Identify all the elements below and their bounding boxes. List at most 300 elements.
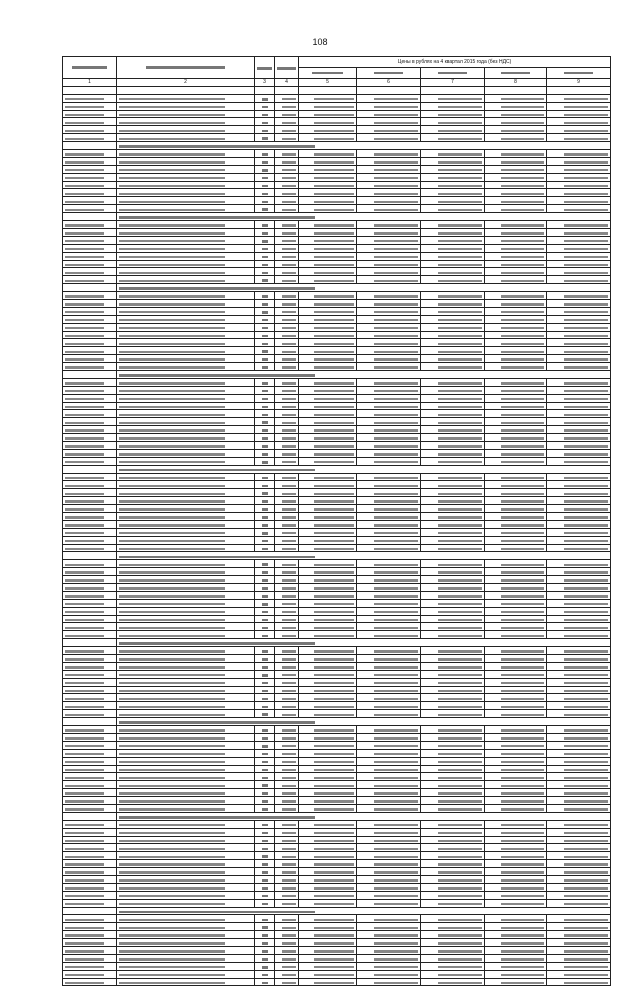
placeholder-text (119, 437, 225, 439)
placeholder-text (262, 437, 268, 440)
placeholder-text (501, 106, 544, 108)
table-cell (547, 599, 611, 607)
placeholder-text (374, 414, 418, 416)
placeholder-text (438, 532, 482, 534)
placeholder-text (564, 398, 608, 400)
placeholder-text (438, 792, 482, 794)
placeholder-text (374, 895, 418, 897)
table-cell (357, 299, 421, 307)
placeholder-text (501, 319, 544, 321)
placeholder-text (501, 209, 544, 211)
placeholder-text (501, 232, 544, 234)
table-cell (547, 315, 611, 323)
table-cell (255, 820, 275, 828)
placeholder-text (65, 587, 104, 589)
table-cell (255, 891, 275, 899)
placeholder-text (501, 729, 544, 731)
placeholder-text (65, 106, 104, 108)
table-cell (421, 584, 485, 592)
placeholder-text (65, 256, 104, 258)
table-cell (421, 820, 485, 828)
placeholder-text (501, 627, 544, 629)
placeholder-text (438, 343, 482, 345)
placeholder-text (262, 248, 268, 251)
placeholder-text (119, 674, 225, 676)
placeholder-text (282, 130, 296, 132)
table-cell (357, 860, 421, 868)
table-cell (421, 505, 485, 513)
placeholder-text (65, 927, 104, 929)
placeholder-text (314, 453, 354, 455)
placeholder-text (119, 295, 225, 297)
placeholder-text (119, 745, 225, 747)
placeholder-text (438, 422, 482, 424)
table-cell (275, 378, 299, 386)
placeholder-text (262, 627, 268, 630)
table-cell (547, 860, 611, 868)
table-row (63, 505, 611, 513)
table-cell (255, 331, 275, 339)
placeholder-text (438, 295, 482, 297)
placeholder-text (501, 603, 544, 605)
table-cell (275, 165, 299, 173)
placeholder-text (119, 579, 225, 581)
table-cell (275, 970, 299, 978)
table-cell (357, 631, 421, 639)
table-row (63, 899, 611, 907)
placeholder-text (314, 201, 354, 203)
table-cell (275, 686, 299, 694)
table-cell (117, 875, 255, 883)
table-cell (63, 875, 117, 883)
placeholder-text (282, 366, 296, 368)
table-cell (485, 426, 547, 434)
table-cell (275, 860, 299, 868)
table-cell (275, 662, 299, 670)
table-cell (275, 544, 299, 552)
table-cell (421, 347, 485, 355)
placeholder-text (262, 366, 268, 369)
table-cell (299, 662, 357, 670)
table-cell (255, 741, 275, 749)
table-cell (63, 733, 117, 741)
table-cell (357, 165, 421, 173)
table-cell (275, 410, 299, 418)
table-cell (547, 157, 611, 165)
placeholder-text (501, 153, 544, 155)
table-cell (485, 347, 547, 355)
placeholder-text (262, 272, 268, 275)
table-cell (255, 473, 275, 481)
table-cell (299, 678, 357, 686)
table-cell (63, 386, 117, 394)
placeholder-text (65, 130, 104, 132)
placeholder-text (282, 769, 296, 771)
table-cell (421, 781, 485, 789)
table-cell (485, 292, 547, 300)
table-cell (547, 402, 611, 410)
placeholder-text (501, 706, 544, 708)
placeholder-text (314, 319, 354, 321)
section-label-cell (117, 213, 611, 221)
placeholder-text (119, 469, 315, 472)
placeholder-text (438, 508, 482, 510)
placeholder-text (501, 682, 544, 684)
placeholder-text (262, 224, 268, 227)
table-row (63, 781, 611, 789)
placeholder-text (119, 374, 315, 377)
table-row (63, 276, 611, 284)
placeholder-text (438, 201, 482, 203)
table-cell (117, 536, 255, 544)
table-cell (485, 568, 547, 576)
placeholder-text (119, 138, 225, 140)
placeholder-text (262, 327, 268, 330)
placeholder-text (119, 706, 225, 708)
table-cell (357, 662, 421, 670)
table-cell (63, 868, 117, 876)
table-cell (255, 457, 275, 465)
table-cell (547, 749, 611, 757)
subheader-cell (357, 68, 421, 79)
placeholder-text (501, 927, 544, 929)
table-cell (421, 860, 485, 868)
placeholder-text (65, 122, 104, 124)
placeholder-text (374, 548, 418, 550)
table-cell (275, 726, 299, 734)
table-cell (117, 434, 255, 442)
table-cell (421, 118, 485, 126)
table-cell (117, 252, 255, 260)
placeholder-text (501, 437, 544, 439)
table-cell (117, 655, 255, 663)
table-cell (357, 221, 421, 229)
table-cell (255, 915, 275, 923)
table-cell (117, 292, 255, 300)
table-cell (299, 623, 357, 631)
table-cell (299, 378, 357, 386)
placeholder-text (501, 280, 544, 282)
table-cell (117, 828, 255, 836)
placeholder-text (262, 477, 268, 480)
placeholder-text (262, 926, 268, 929)
table-cell (421, 702, 485, 710)
placeholder-text (564, 934, 608, 936)
table-cell (299, 197, 357, 205)
placeholder-text (501, 264, 544, 266)
placeholder-text (501, 950, 544, 952)
table-cell (421, 378, 485, 386)
placeholder-text (65, 714, 104, 716)
section-cell (63, 142, 117, 150)
placeholder-text (65, 422, 104, 424)
placeholder-text (314, 114, 354, 116)
placeholder-text (438, 461, 482, 463)
table-cell (357, 804, 421, 812)
placeholder-text (314, 895, 354, 897)
table-cell (357, 394, 421, 402)
table-cell (63, 473, 117, 481)
table-cell (63, 441, 117, 449)
table-cell (547, 252, 611, 260)
placeholder-text (501, 824, 544, 826)
placeholder-text (438, 453, 482, 455)
table-cell (255, 726, 275, 734)
placeholder-text (65, 358, 104, 360)
table-row (63, 126, 611, 134)
placeholder-text (564, 927, 608, 929)
table-cell (547, 165, 611, 173)
placeholder-text (65, 737, 104, 739)
placeholder-text (438, 887, 482, 889)
placeholder-text (262, 398, 268, 401)
table-cell (117, 820, 255, 828)
table-cell (547, 449, 611, 457)
table-cell (275, 923, 299, 931)
placeholder-text (438, 256, 482, 258)
placeholder-text (564, 500, 608, 502)
placeholder-text (65, 840, 104, 842)
table-cell (421, 292, 485, 300)
placeholder-text (501, 201, 544, 203)
placeholder-text (65, 919, 104, 921)
placeholder-text (438, 682, 482, 684)
table-cell (117, 607, 255, 615)
placeholder-text (262, 698, 268, 701)
table-cell (357, 134, 421, 142)
placeholder-text (119, 635, 225, 637)
table-row (63, 418, 611, 426)
placeholder-text (65, 138, 104, 140)
placeholder-text (314, 398, 354, 400)
table-cell (485, 631, 547, 639)
section-label-cell (117, 142, 611, 150)
placeholder-text (438, 942, 482, 944)
table-cell (485, 536, 547, 544)
placeholder-text (119, 98, 225, 100)
table-cell (117, 489, 255, 497)
table-cell (255, 323, 275, 331)
table-cell (547, 520, 611, 528)
placeholder-text (119, 848, 225, 850)
table-cell (63, 560, 117, 568)
placeholder-text (119, 571, 225, 573)
table-cell (485, 126, 547, 134)
placeholder-text (65, 887, 104, 889)
table-cell (547, 386, 611, 394)
table-cell (275, 765, 299, 773)
table-cell (299, 102, 357, 110)
placeholder-text (282, 698, 296, 700)
table-cell (275, 299, 299, 307)
placeholder-text (262, 887, 268, 890)
placeholder-text (119, 540, 225, 542)
table-cell (275, 307, 299, 315)
table-cell (299, 402, 357, 410)
table-cell (275, 363, 299, 371)
table-cell (275, 741, 299, 749)
table-cell (421, 94, 485, 102)
table-cell (117, 244, 255, 252)
placeholder-text (438, 674, 482, 676)
placeholder-text (564, 674, 608, 676)
table-cell (117, 378, 255, 386)
placeholder-text (438, 595, 482, 597)
table-cell (299, 686, 357, 694)
placeholder-text (282, 737, 296, 739)
table-row (63, 962, 611, 970)
table-cell (275, 584, 299, 592)
placeholder-text (262, 358, 268, 361)
table-cell (255, 694, 275, 702)
table-cell (275, 702, 299, 710)
table-cell (255, 252, 275, 260)
placeholder-text (438, 706, 482, 708)
table-cell (357, 386, 421, 394)
table-cell (299, 497, 357, 505)
placeholder-text (438, 934, 482, 936)
table-cell (117, 868, 255, 876)
table-cell (255, 307, 275, 315)
table-cell (421, 623, 485, 631)
table-row (63, 513, 611, 521)
placeholder-text (262, 563, 268, 566)
table-cell (547, 741, 611, 749)
placeholder-text (501, 587, 544, 589)
placeholder-text (119, 398, 225, 400)
placeholder-text (314, 390, 354, 392)
table-cell (117, 205, 255, 213)
placeholder-text (262, 777, 268, 780)
placeholder-text (282, 934, 296, 936)
placeholder-text (374, 493, 418, 495)
table-cell (275, 260, 299, 268)
table-cell (255, 378, 275, 386)
placeholder-text (501, 114, 544, 116)
placeholder-text (564, 982, 608, 984)
table-cell (275, 221, 299, 229)
column-number: 6 (357, 79, 421, 87)
placeholder-text (501, 919, 544, 921)
table-cell (299, 757, 357, 765)
header-mass-cell (275, 57, 299, 79)
placeholder-text (262, 350, 268, 353)
table-cell (357, 781, 421, 789)
placeholder-text (282, 690, 296, 692)
placeholder-text (262, 303, 268, 306)
placeholder-text (262, 256, 268, 259)
placeholder-text (262, 832, 268, 835)
placeholder-text (282, 745, 296, 747)
table-cell (299, 434, 357, 442)
table-cell (357, 710, 421, 718)
table-row (63, 883, 611, 891)
placeholder-text (314, 745, 354, 747)
placeholder-text (65, 982, 104, 984)
placeholder-text (438, 848, 482, 850)
table-cell (117, 576, 255, 584)
table-cell (421, 931, 485, 939)
placeholder-text (119, 769, 225, 771)
placeholder-text (374, 335, 418, 337)
placeholder-text (262, 177, 268, 180)
table-row (63, 236, 611, 244)
table-cell (299, 946, 357, 954)
table-cell (255, 426, 275, 434)
placeholder-text (282, 761, 296, 763)
table-cell (117, 923, 255, 931)
placeholder-text (501, 240, 544, 242)
table-cell (299, 86, 357, 94)
placeholder-text (438, 840, 482, 842)
table-row (63, 402, 611, 410)
placeholder-text (119, 658, 225, 660)
placeholder-text (314, 437, 354, 439)
placeholder-text (564, 343, 608, 345)
placeholder-text (262, 966, 268, 969)
table-cell (299, 726, 357, 734)
table-cell (421, 757, 485, 765)
table-row (63, 252, 611, 260)
placeholder-text (314, 414, 354, 416)
table-row (63, 449, 611, 457)
table-cell (299, 820, 357, 828)
table-cell (255, 181, 275, 189)
placeholder-text (501, 579, 544, 581)
table-cell (357, 670, 421, 678)
placeholder-text (438, 745, 482, 747)
table-cell (255, 410, 275, 418)
table-row (63, 150, 611, 158)
placeholder-text (119, 445, 225, 447)
placeholder-text (119, 422, 225, 424)
table-cell (485, 560, 547, 568)
placeholder-text (438, 895, 482, 897)
table-cell (357, 481, 421, 489)
table-cell (275, 418, 299, 426)
header-unit-cell (255, 57, 275, 79)
table-cell (299, 426, 357, 434)
table-cell (299, 268, 357, 276)
column-number: 9 (547, 79, 611, 87)
placeholder-text (282, 493, 296, 495)
placeholder-text (438, 832, 482, 834)
table-cell (421, 173, 485, 181)
placeholder-text (438, 571, 482, 573)
table-cell (117, 260, 255, 268)
table-cell (485, 86, 547, 94)
table-cell (485, 576, 547, 584)
placeholder-text (564, 777, 608, 779)
table-cell (255, 102, 275, 110)
table-cell (275, 339, 299, 347)
section-header-row (63, 907, 611, 915)
placeholder-text (119, 287, 315, 290)
placeholder-text (438, 185, 482, 187)
table-cell (275, 189, 299, 197)
table-cell (63, 797, 117, 805)
table-cell (547, 292, 611, 300)
placeholder-text (65, 603, 104, 605)
placeholder-text (119, 272, 225, 274)
placeholder-text (564, 524, 608, 526)
table-cell (275, 157, 299, 165)
table-cell (299, 157, 357, 165)
table-cell (485, 118, 547, 126)
placeholder-text (282, 319, 296, 321)
placeholder-text (374, 840, 418, 842)
placeholder-text (374, 919, 418, 921)
